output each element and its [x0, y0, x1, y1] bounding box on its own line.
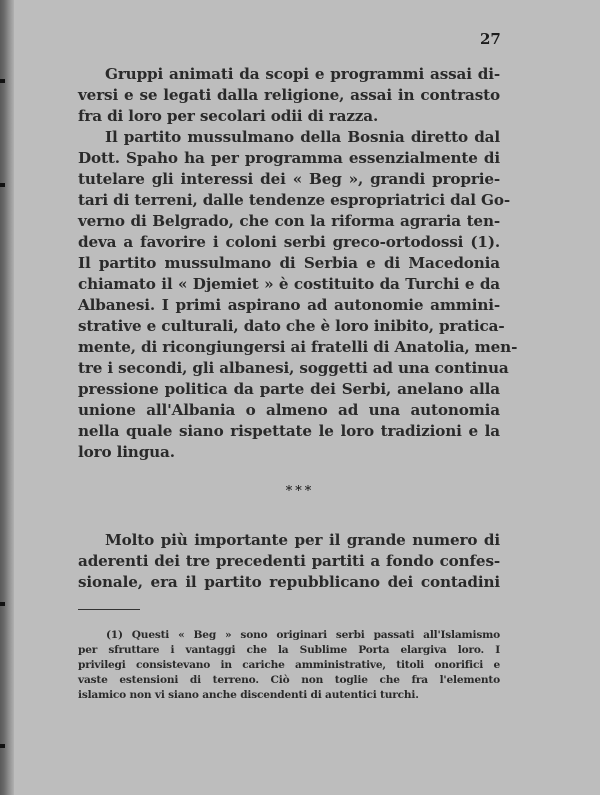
body-line: pressione politica da parte dei Serbi, anelano alla — [78, 380, 500, 398]
binding-mark — [0, 602, 5, 606]
body-line: Il partito mussulmano della Bosnia diretto dal — [105, 128, 500, 146]
footnote-line: privilegi consistevano in cariche amministrative, titoli onorifici e — [78, 659, 500, 671]
footnote-line: (1) Questi « Beg » sono originari serbi passati all'Islamismo — [106, 629, 500, 641]
body-line: tre i secondi, gli albanesi, soggetti ad una continua — [78, 359, 509, 377]
binding-mark — [0, 79, 5, 83]
body-line: Molto più importante per il grande numero di — [105, 531, 500, 549]
body-line: mente, di ricongiungersi ai fratelli di Anatolia, men- — [78, 338, 518, 356]
body-line: versi e se legati dalla religione, assai in contrasto — [78, 86, 500, 104]
body-line: Dott. Spaho ha per programma essenzialmente di — [78, 149, 500, 167]
page-binding-edge — [0, 0, 14, 795]
body-line: fra di loro per secolari odii di razza. — [78, 107, 379, 125]
binding-mark — [0, 744, 5, 748]
body-line: unione all'Albania o almeno ad una autonomia — [78, 401, 500, 419]
footnote-rule — [78, 609, 140, 610]
footnote-line: vaste estensioni di terreno. Ciò non toglie che fra l'elemento — [78, 674, 500, 686]
body-line: chiamato il « Djemiet » è costituito da Turchi e da — [78, 275, 500, 293]
body-line: Albanesi. I primi aspirano ad autonomie ammini- — [78, 296, 500, 314]
body-line: Gruppi animati da scopi e programmi assai di- — [105, 65, 500, 83]
page-number: 27 — [480, 30, 501, 48]
body-line: tutelare gli interessi dei « Beg », grandi proprie- — [78, 170, 500, 188]
section-separator: *** — [285, 484, 315, 499]
body-line: sionale, era il partito repubblicano dei contadini — [78, 573, 500, 591]
binding-mark — [0, 183, 5, 187]
body-line: tari di terreni, dalle tendenze espropriatrici dal Go- — [78, 191, 510, 209]
body-line: verno di Belgrado, che con la riforma agraria ten- — [78, 212, 500, 230]
body-line: loro lingua. — [78, 443, 175, 461]
footnote-line: per sfruttare i vantaggi che la Sublime Porta elargiva loro. I — [78, 644, 500, 656]
body-line: aderenti dei tre precedenti partiti a fondo confes- — [78, 552, 500, 570]
body-line: nella quale siano rispettate le loro tradizioni e la — [78, 422, 500, 440]
footnote-line: islamico non vi siano anche discendenti di autentici turchi. — [78, 689, 419, 701]
body-line: deva a favorire i coloni serbi greco-ortodossi (1). — [78, 233, 500, 251]
body-line: Il partito mussulmano di Serbia e di Macedonia — [78, 254, 500, 272]
body-line: strative e culturali, dato che è loro inibito, pratica- — [78, 317, 505, 335]
